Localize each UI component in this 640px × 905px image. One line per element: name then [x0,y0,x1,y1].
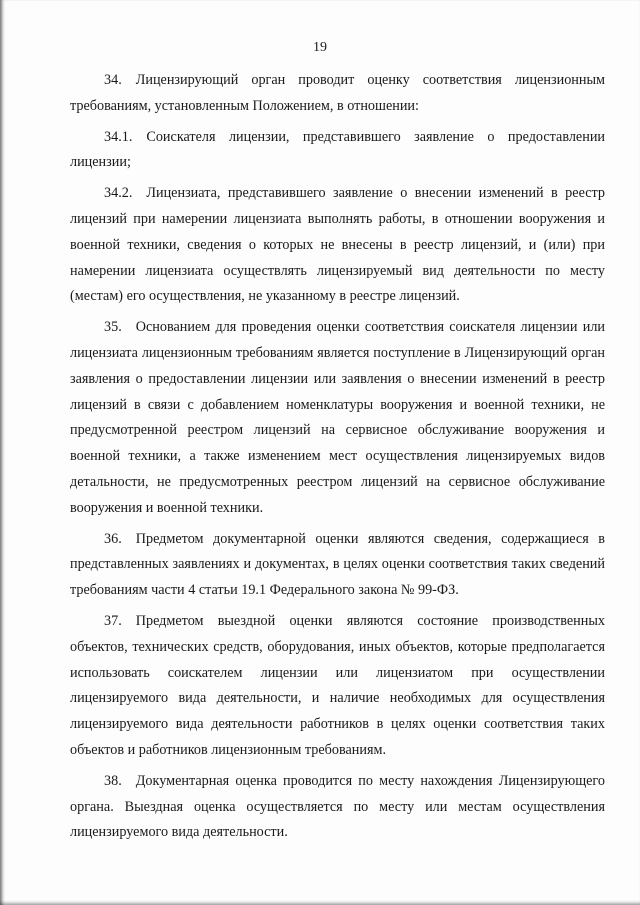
paragraph-text: Лицензиата, представившего заявление о внесении изменений в реестр лицензий при намерении лицензиата выполнять работы, в отношении вооружения и военной техники, сведения о которых не внесены в реестр лицензий, и (или) при намерении лицензиата осуществлять лицензируемый вид деятельности по месту (местам) его осуществления, не указанному в реестре лицензий. [70,185,605,305]
paragraph-number: 38. [104,772,122,789]
paragraph-number: 35. [104,319,122,336]
paragraph-34 [70,68,605,120]
paragraph-text: Предметом выездной оценки являются состояние производственных объектов, технических средств, оборудования, иных объектов, которые предполагается использовать соискателем лицензии или лицензиатом при осуществлении лицензируемого вида деятельности, и наличие необходимых для осуществления лицензируемого вида деятельности работников в целях оценки соответствия таких объектов и работников лицензионным требованиям. [70,612,605,758]
paragraph-text: Лицензирующий орган проводит оценку соответствия лицензионным требованиям, установленным Положением, в отношении: [70,72,605,114]
paragraph-36 [70,527,605,604]
paragraph-text: Соискателя лицензии, представившего заявление о предоставлении лицензии; [70,128,605,171]
paragraph-number: 37. [104,612,122,629]
paragraph-35 [70,315,605,521]
paragraph-34-2 [70,181,605,310]
paragraph-text: Основанием для проведения оценки соответствия соискателя лицензии или лицензиата лицензионным требованиям является поступление в Лицензирующий орган заявления о предоставлении лицензии или заявления о внесении изменений в реестр лицензий в связи с добавлением номенклатуры вооружения и военной техники, не предусмотренной реестром лицензий на сервисное обслуживание вооружения и военной техники, а также изменением мест осуществления лицензируемых видов детальности, не предусмотренных реестром лицензий на сервисное обслуживание вооружения и военной техники. [70,319,605,516]
paragraph-number: 34.2. [104,185,133,202]
paragraph-text: Предметом документарной оценки являются сведения, содержащиеся в представленных заявлениях и документах, в целях оценки соответствия таких сведений требованиям части 4 статьи 19.1 Федерального закона № 99-ФЗ. [70,530,605,599]
paragraph-number: 36. [104,530,122,547]
paragraph-number: 34.1. [104,128,133,145]
paragraph-number: 34. [104,72,122,88]
paragraph-37 [70,609,605,764]
paragraph-34-1 [70,125,605,177]
paragraph-38 [70,769,605,846]
document-body [70,68,605,851]
page-number: 19 [313,40,327,55]
paragraph-text: Документарная оценка проводится по месту нахождения Лицензирующего органа. Выездная оценка осуществляется по месту или местам осуществления лицензируемого вида деятельности. [70,772,605,841]
